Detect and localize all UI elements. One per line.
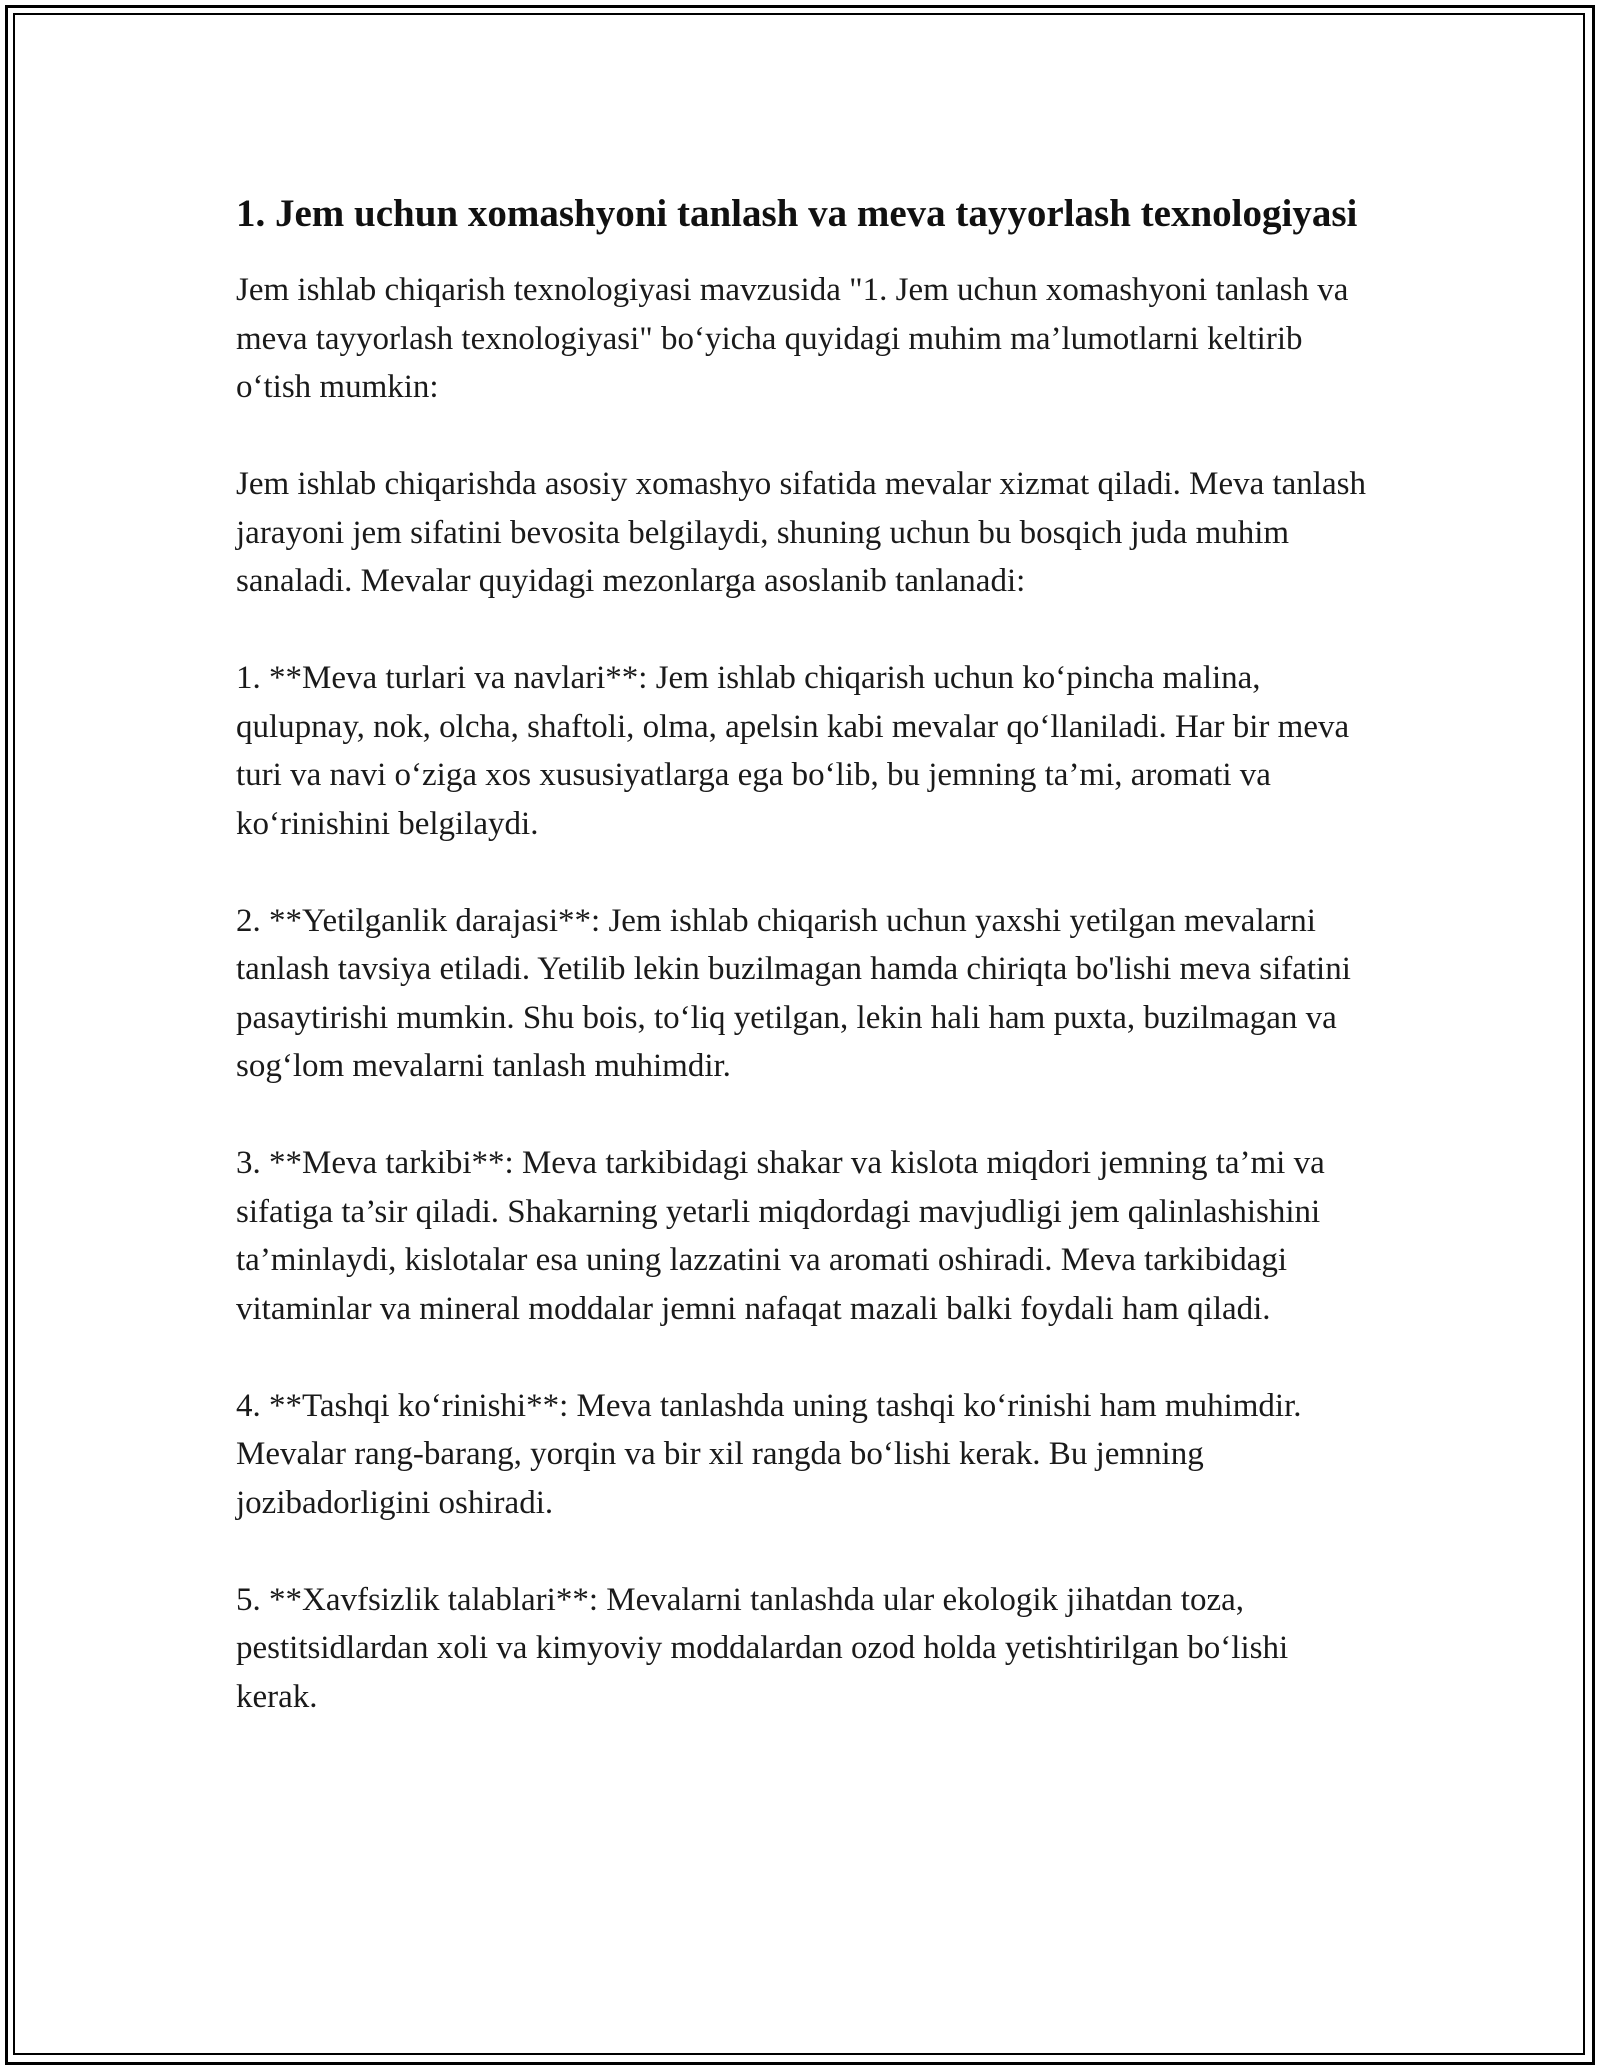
document-title: 1. Jem uchun xomashyoni tanlash va meva tayyorlash texnologiyasi <box>236 192 1358 235</box>
criterion-safety: 5. **Xavfsizlik talablari**: Mevalarni tanlashda ular ekologik jihatdan toza, pestitsidlardan xoli va kimyoviy moddalardan ozod holda yetishtirilgan bo‘lishi kerak. <box>236 1581 1289 1715</box>
criterion-appearance: 4. **Tashqi ko‘rinishi**: Meva tanlashda uning tashqi ko‘rinishi ham muhimdir. Mevalar rang-barang, yorqin va bir xil rangda bo‘lishi kerak. Bu jemning jozibadorligini oshiradi. <box>236 1387 1302 1521</box>
criterion-ripeness: 2. **Yetilganlik darajasi**: Jem ishlab chiqarish uchun yaxshi yetilgan mevalarni tanlash tavsiya etiladi. Yetilib lekin buzilmagan hamda chiriqta bo'lishi meva sifatini pasaytirishi mumkin. Shu bois, to‘liq yetilgan, lekin hali ham puxta, buzilmagan va sog‘lom mevalarni tanlash muhimdir. <box>236 902 1351 1084</box>
criterion-composition: 3. **Meva tarkibi**: Meva tarkibidagi shakar va kislota miqdori jemning ta’mi va sifatiga ta’sir qiladi. Shakarning yetarli miqdordagi mavjudligi jem qalinlashishini ta’minlaydi, kislotalar esa uning lazzatini va aromati oshiradi. Meva tarkibidagi vitaminlar va mineral moddalar jemni nafaqat mazali balki foydali ham qiladi. <box>236 1145 1325 1327</box>
intro-paragraph: Jem ishlab chiqarish texnologiyasi mavzusida "1. Jem uchun xomashyoni tanlash va meva tayyorlash texnologiyasi" bo‘yicha quyidagi muhim ma’lumotlarni keltirib o‘tish mumkin: <box>236 272 1349 405</box>
document-body <box>236 186 1376 1721</box>
overview-paragraph: Jem ishlab chiqarishda asosiy xomashyo sifatida mevalar xizmat qiladi. Meva tanlash jarayoni jem sifatini bevosita belgilaydi, shuning uchun bu bosqich juda muhim sanaladi. Mevalar quyidagi mezonlarga asoslanib tanlanadi: <box>236 466 1366 599</box>
criterion-fruit-types: 1. **Meva turlari va navlari**: Jem ishlab chiqarish uchun ko‘pincha malina, qulupnay, nok, olcha, shaftoli, olma, apelsin kabi mevalar qo‘llaniladi. Har bir meva turi va navi o‘ziga xos xususiyatlarga ega bo‘lib, bu jemning ta’mi, aromati va ko‘rinishini belgilaydi. <box>236 660 1350 842</box>
